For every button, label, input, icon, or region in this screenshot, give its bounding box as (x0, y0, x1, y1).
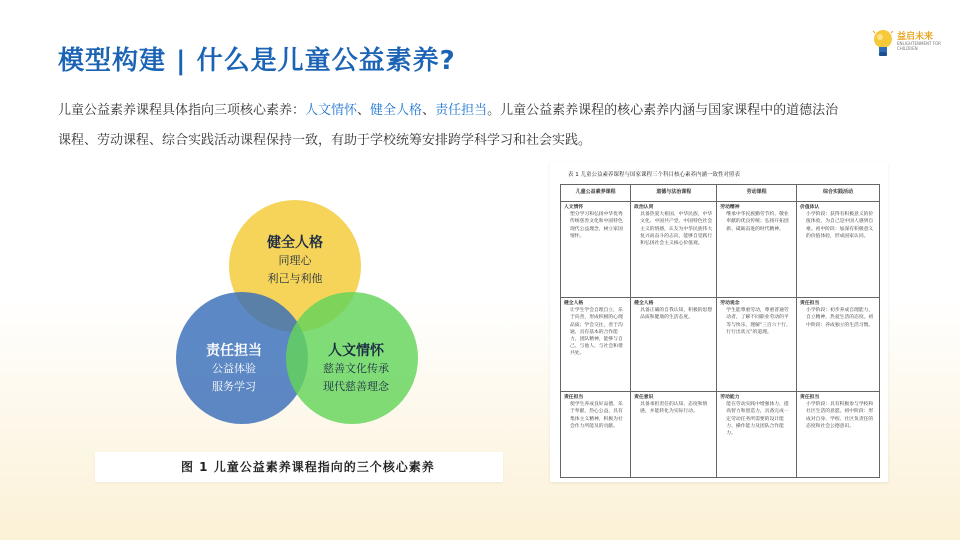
intro-line2: 课程、劳动课程、综合实践活动课程保持一致，有助于学校统筹安排跨学科学习和社会实践。 (58, 133, 592, 148)
venn-title: 健全人格 (267, 235, 323, 251)
intro-suffix: 。儿童公益素养课程的核心素养内涵与国家课程中的道德法治 (487, 103, 839, 118)
cell-body: 能在劳动实践中增强体力，提高智力和创造力，具备完成一定劳动任务所需要的设计能力、操作能力及团队合作能力。 (726, 402, 789, 437)
table-cell (561, 202, 631, 298)
intro-paragraph (58, 96, 918, 156)
venn-line: 现代慈善理念 (323, 380, 389, 393)
cell-body: 具备正确的自我认知，积极的思想品质和健康的生活态度。 (640, 308, 713, 321)
table-cell (717, 298, 797, 392)
cell-heading: 劳动能力 (720, 394, 740, 400)
logo-subtitle: ENLIGHTENMENT FOR CHILDREN (897, 41, 941, 51)
table-cell (631, 392, 717, 478)
cell-body: 具备承担责任的认知、态度和情感，并能转化为实际行动。 (640, 402, 708, 415)
cell-body: 塑分学习和弘扬中华优秀传统慈善文化和中国特色现代公益理念，树立家国情怀。 (570, 212, 623, 239)
cell-heading: 责任担当 (564, 394, 584, 400)
lightbulb-icon (872, 28, 894, 60)
venn-line: 慈善文化传承 (323, 362, 389, 375)
highlight-humanities: 人文情怀 (305, 103, 358, 118)
cell-heading: 政治认同 (634, 204, 654, 210)
figure-caption: 图 1 儿童公益素养课程指向的三个核心素养 (181, 460, 435, 474)
comparison-table (560, 184, 880, 478)
comparison-table-figure (550, 162, 888, 482)
table-cell (561, 392, 631, 478)
intro-sep: 、 (422, 103, 436, 118)
table-cell (631, 202, 717, 298)
intro-prefix: 儿童公益素养课程具体指向三项核心素养： (58, 103, 306, 118)
venn-line: 服务学习 (212, 380, 256, 393)
venn-label-responsibility (174, 340, 294, 396)
table-cell (631, 298, 717, 392)
logo-name: 益启未来 (897, 32, 934, 42)
intro-sep: 、 (357, 103, 371, 118)
cell-heading: 责任意识 (634, 394, 654, 400)
table-cell (717, 202, 797, 298)
cell-body: 具备热爱大祖国、中华民族、中华文化、中国共产党、中国特色社会主义的情感，认友为中华民族伟大复兴而奋斗的志向，能够自觉践行和弘扬社会主义核心价值观。 (640, 212, 713, 247)
cell-body: 使学生养成良好品德，乐于奉献，热心公益，具有集体主义精神，积极为社会作力所能及的贡献。 (570, 402, 623, 429)
table-header: 儿童公益素养课程 (561, 185, 631, 202)
table-header: 综合实践活动 (797, 185, 880, 202)
cell-heading: 责任担当 (800, 300, 820, 306)
cell-body: 让学生学会自理自立，乐于向善，形成积极的心理品质；学会交往，善于沟通，具有基本的合作能力，团队精神，能够与自己、与他人、与社会和谐共处。 (570, 308, 623, 357)
cell-body: 学生能尊重劳动，尊重普通劳动者，了解不同职业劳动的平等与快乐，理解"三百六十行，行行出状元"的道理。 (726, 308, 791, 335)
cell-heading: 劳动精神 (720, 204, 740, 210)
venn-diagram (172, 200, 442, 440)
table-header: 劳动课程 (717, 185, 797, 202)
table-header-row (561, 185, 880, 202)
cell-body: 小学阶段：初步养成自理能力，自立精神，热爱生活的态度。初中阶段：养成独立的生活习惯。 (806, 308, 874, 328)
venn-title: 人文情怀 (328, 343, 384, 359)
table-cell (797, 202, 880, 298)
venn-line: 公益体验 (212, 362, 256, 375)
venn-label-humanities (296, 340, 416, 396)
figure-caption-box (95, 452, 503, 482)
cell-body: 小学阶段：具有积极参与学校和社区生活的意愿。初中阶段：形成对自身、学校、社区负责任的态度和社会公德意识。 (806, 402, 874, 429)
highlight-responsibility: 责任担当 (435, 103, 488, 118)
cell-heading: 健全人格 (634, 300, 654, 306)
table-row (561, 298, 880, 392)
table-cell (717, 392, 797, 478)
cell-heading: 价值体认 (800, 204, 820, 210)
brand-logo (872, 28, 942, 62)
table-row (561, 392, 880, 478)
table-cell (561, 298, 631, 392)
venn-line: 利己与利他 (267, 272, 323, 285)
cell-heading: 健全人格 (564, 300, 584, 306)
venn-label-personality (235, 232, 355, 288)
table-cell (797, 298, 880, 392)
venn-title: 责任担当 (206, 343, 262, 359)
cell-body: 小学阶段：获得有积极意义的价值体验，为自己是中国人感到自豪。初中阶段：加深有积极意义的价值体验，形成国家认同。 (806, 212, 874, 239)
highlight-personality: 健全人格 (370, 103, 423, 118)
cell-heading: 责任担当 (800, 394, 820, 400)
table-header: 道德与法治课程 (631, 185, 717, 202)
table-title: 表 1 儿童公益素养课程与国家课程三个科目核心素养内涵一致性对照表 (568, 172, 740, 178)
table-row (561, 202, 880, 298)
venn-line: 同理心 (278, 254, 312, 267)
table-cell (797, 392, 880, 478)
cell-heading: 人文情怀 (564, 204, 584, 210)
cell-heading: 劳动观念 (720, 300, 740, 306)
cell-body: 继承中华民族勤劳节约、敬业奉献的优良传统；弘扬开拓创新、砥砺奋进的时代精神。 (726, 212, 789, 232)
page-title: 模型构建 | 什么是儿童公益素养? (58, 46, 456, 76)
